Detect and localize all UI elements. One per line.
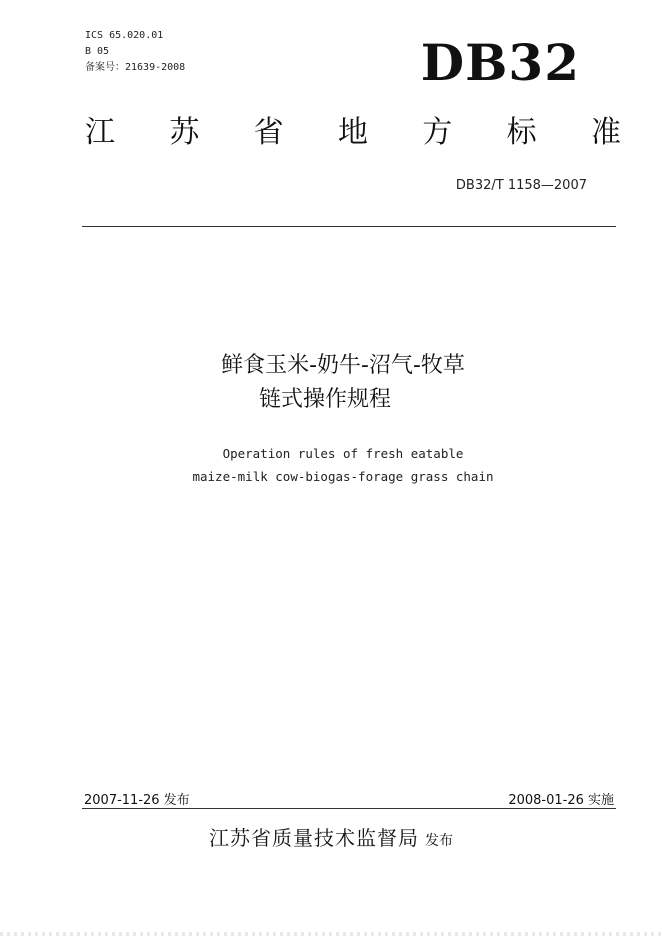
record-number: 备案号：21639-2008	[85, 62, 186, 73]
ccs-code: B 05	[85, 46, 110, 57]
db-standard-mark: DB32	[420, 33, 580, 92]
ics-code: ICS 65.020.01	[85, 30, 164, 41]
issuer-line	[0, 828, 662, 848]
title-chinese-line-2: 链式操作规程	[258, 387, 391, 412]
standard-type-char: 省	[253, 115, 284, 150]
standard-type-char: 江	[85, 115, 115, 150]
title-english-line-2: maize-milk cow-biogas-forage grass chain	[192, 469, 494, 484]
standard-type-char: 方	[422, 115, 453, 150]
implement-date: 2008-01-26 实施	[508, 793, 614, 808]
bottom-divider	[82, 808, 616, 809]
standard-type-char: 准	[590, 115, 621, 150]
standard-number: DB32/T 1158—2007	[455, 178, 587, 193]
standard-type-char: 苏	[169, 115, 200, 150]
scan-edge-artifact	[0, 932, 662, 936]
issuer-name: 江苏省质量技术监督局	[209, 826, 419, 850]
title-english-line-1: Operation rules of fresh eatable	[222, 446, 464, 461]
standard-type-char: 地	[337, 115, 368, 150]
title-chinese-line-1: 鲜食玉米-奶牛-沼气-牧草	[221, 353, 465, 378]
classification-codes	[85, 28, 185, 76]
standard-type-char: 标	[506, 115, 537, 150]
top-divider	[82, 226, 616, 227]
standard-type-heading	[85, 115, 621, 150]
issuer-suffix: 发布	[425, 833, 453, 849]
publish-date: 2007-11-26 发布	[84, 793, 190, 808]
